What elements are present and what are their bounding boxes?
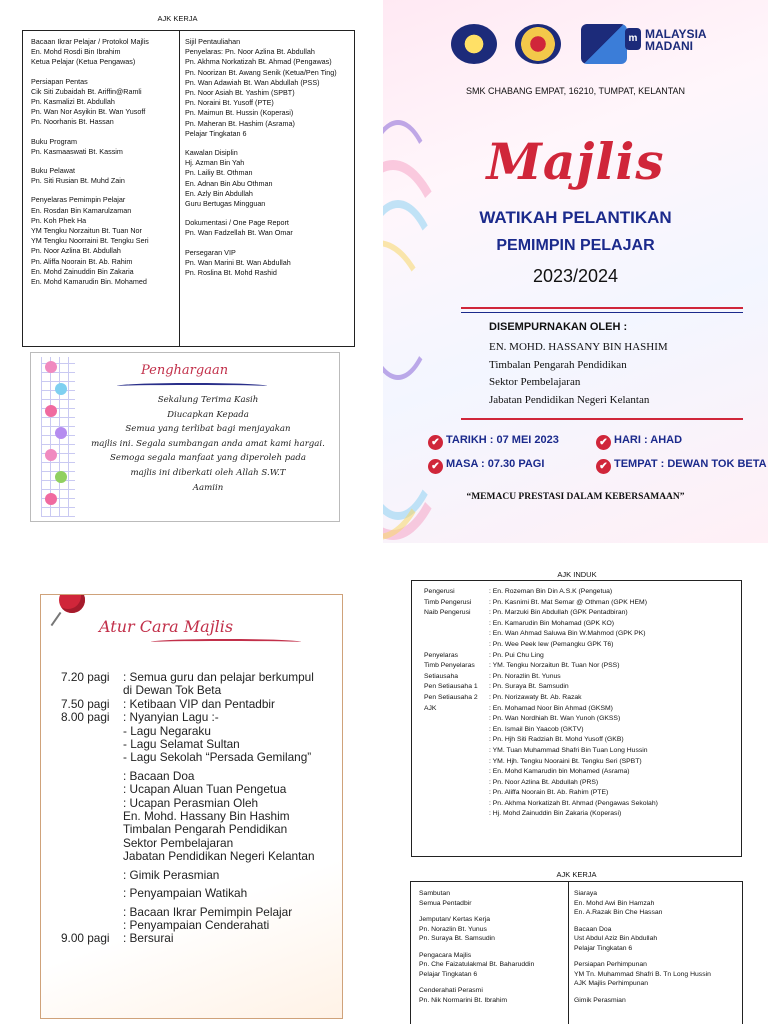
blue-divider [461, 312, 743, 313]
committee-block [419, 986, 565, 1005]
role-cell: Setiausaha [424, 672, 459, 680]
date-info [428, 434, 559, 450]
committee-line: Pn. Nik Normarini Bt. Ibrahim [419, 996, 508, 1004]
role-cell [424, 809, 489, 820]
program-cover [383, 0, 768, 543]
agenda-time [61, 770, 123, 783]
table-row [424, 767, 658, 778]
committee-block [419, 915, 565, 944]
role-cell [424, 725, 489, 736]
table-row [424, 587, 658, 598]
appreciation-line: Aamiin [192, 482, 224, 493]
agenda-item [61, 869, 341, 882]
table-row [424, 640, 658, 651]
appreciation-line: majlis ini. Segala sumbangan anda amat kami hargai. [91, 438, 325, 449]
committee-line: Sijil Pentauliahan [185, 37, 241, 46]
flower-icon [45, 405, 57, 417]
agenda-desc [123, 906, 341, 933]
agenda-line: Jabatan Pendidikan Negeri Kelantan [123, 849, 315, 864]
role-cell: Timb Penyelaras [424, 662, 475, 670]
table-row [424, 608, 658, 619]
name-cell: : En. Rozeman Bin Din A.S.K (Pengetua) [489, 588, 613, 595]
table-row [424, 778, 658, 789]
agenda-time [61, 906, 123, 933]
committee-line: Pn. Roslina Bt. Mohd Rashid [185, 268, 277, 278]
agenda-item [61, 783, 341, 796]
agenda-item [61, 711, 341, 765]
check-icon: ✔ [596, 435, 611, 450]
name-cell: : En. Mohd Kamarudin bin Mohamed (Asrama) [489, 768, 630, 776]
agenda-card [40, 594, 343, 1019]
agenda-desc [123, 770, 341, 783]
school-address: SMK CHABANG EMPAT, 16210, TUMPAT, KELANTAN [465, 86, 686, 96]
agenda-time [61, 797, 123, 864]
committee-line: Pn. Noraini Bt. Yusoff (PTE) [185, 98, 274, 108]
check-icon: ✔ [596, 459, 611, 474]
committee-line: Guru Bertugas Mingguan [185, 199, 266, 209]
agenda-line: : Bacaan Ikrar Pemimpin Pelajar [123, 904, 293, 919]
check-icon: ✔ [428, 459, 443, 474]
agenda-time: 7.20 pagi [61, 670, 110, 684]
committee-line: En. Mohd Rosdi Bin Ibrahim [31, 47, 121, 57]
agenda-desc [123, 869, 341, 882]
agenda-line: : Gimik Perasmian [123, 867, 220, 882]
appreciation-line: Diucapkan Kepada [167, 409, 249, 420]
table-row [424, 735, 658, 746]
agenda-list [61, 671, 341, 946]
role-cell [424, 735, 489, 746]
day-info [596, 434, 682, 450]
table-row [424, 788, 658, 799]
agenda-line: - Lagu Negaraku [123, 723, 211, 738]
pushpin-icon [59, 594, 85, 613]
agenda-desc [123, 932, 341, 945]
committee-block [419, 951, 565, 980]
committee-line: En. Mohd Kamarudin Bin. Mohamed [31, 277, 147, 287]
motto: “MEMACU PRESTASI DALAM KEBERSAMAAN” [466, 492, 685, 502]
role-cell: Pen Setiausaha 1 [424, 683, 478, 691]
role-cell [424, 629, 489, 640]
agenda-line: - Lagu Sekolah “Persada Gemilang” [123, 750, 312, 765]
name-cell: : Pn. Akhma Norkatizah Bt. Ahmad (Pengawas Sekolah) [489, 799, 658, 807]
name-cell: : Pn. Wan Nordhiah Bt. Wan Yunoh (GKSS) [489, 715, 621, 723]
committee-line: Pn. Suraya Bt. Samsudin [419, 935, 495, 942]
committee-line: Ust Abdul Aziz Bin Abdullah [574, 935, 658, 942]
committee-line: Bacaan Doa [574, 925, 612, 933]
committee-line: Pn. Wan Nor Asyikin Bt. Wan Yusoff [31, 107, 146, 117]
session-year: 2023/2024 [532, 266, 619, 286]
time-text: MASA : 07.30 PAGI [446, 458, 545, 470]
committee-line: Dokumentasi / One Page Report [185, 218, 289, 228]
name-cell: : YM. Tengku Norzaitun Bt. Tuan Nor (PSS) [489, 662, 620, 670]
committee-line: Pn. Che Faizatulakmal Bt. Baharuddin [419, 961, 535, 968]
ministry-logo-icon [581, 24, 627, 64]
committee-line: Pn. Noor Asiah Bt. Yashim (SPBT) [185, 88, 295, 98]
committee-line: Pelajar Tingkatan 6 [419, 970, 478, 978]
appreciation-title: Penghargaan [141, 363, 229, 378]
committee-block [574, 889, 742, 918]
committee-line: Buku Program [31, 136, 77, 146]
committee-line: Semua Pentadbir [419, 899, 472, 907]
table-row [424, 661, 658, 672]
red-divider [461, 418, 743, 420]
ajk-kerja-title: AJK KERJA [157, 14, 198, 23]
agenda-time [61, 783, 123, 796]
appreciation-line: majlis ini diberkati oleh Allah S.W.T [130, 467, 286, 478]
committee-line: YM Tn. Muhammad Shafri B. Tn Long Hussin [574, 970, 711, 978]
committee-block [185, 248, 353, 279]
flower-icon [55, 427, 67, 439]
committee-line: Pn. Akhma Norkatizah Bt. Ahmad (Pengawas) [185, 57, 332, 67]
name-cell: : Pn. Kasnimi Bt. Mat Semar @ Othman (GPK HEM) [489, 598, 647, 606]
committee-line: Pn. Siti Rusian Bt. Muhd Zain [31, 176, 125, 186]
table-row [424, 725, 658, 736]
committee-block [31, 137, 177, 157]
madani-bottom-text: MADANI [645, 39, 693, 53]
committee-line: Pengacara Majlis [419, 951, 472, 959]
agenda-time [61, 887, 123, 900]
role-cell: Timb Pengerusi [424, 598, 472, 606]
committee-line: Pn. Aliffa Noorain Bt. Ab. Rahim [31, 256, 133, 266]
agenda-time: 7.50 pagi [61, 696, 110, 711]
agenda-item [61, 671, 341, 698]
agenda-line: : Penyampaian Cenderahati [123, 917, 270, 932]
name-cell: : En. Wan Ahmad Saluwa Bin W.Mahmod (GPK PK) [489, 630, 646, 638]
agenda-line: Sektor Pembelajaran [123, 835, 234, 850]
committee-line: Pn. Wan Adawiah Bt. Wan Abdullah (PSS) [185, 77, 320, 87]
school-crest-icon [451, 24, 497, 64]
appreciation-card [30, 352, 340, 522]
ajk-induk-table [411, 580, 742, 857]
name-cell: : Pn. Wee Peek Iew (Pemangku GPK T6) [489, 640, 614, 648]
state-emblem-icon [515, 24, 561, 64]
name-cell: : Hj. Mohd Zainuddin Bin Zakaria (Koperasi) [489, 810, 622, 818]
committee-line: En. Rosdan Bin Kamarulzaman [31, 205, 132, 215]
agenda-desc [123, 698, 341, 711]
agenda-desc [123, 671, 341, 698]
committee-block [185, 37, 353, 139]
committee-line: YM Tengku Noorraini Bt. Tengku Seri [31, 236, 149, 246]
ajk-kerja-bottom-left-column [419, 889, 565, 1012]
committee-block [31, 37, 177, 68]
committee-line: Pn. Maheran Bt. Hashim (Asrama) [185, 118, 295, 128]
agenda-item [61, 770, 341, 783]
appreciation-text [83, 393, 333, 495]
agenda-time: 8.00 pagi [61, 710, 110, 725]
committee-line: Pn. Noor Azlina Bt. Abdullah [31, 246, 121, 256]
committee-line: Pn. Maimun Bt. Hussin (Koperasi) [185, 108, 294, 118]
flower-icon [45, 361, 57, 373]
role-cell [424, 778, 489, 789]
agenda-time [61, 869, 123, 882]
table-row [424, 757, 658, 768]
pemimpin-heading: PEMIMPIN PELAJAR [496, 237, 655, 254]
committee-line: Hj. Azman Bin Yah [185, 158, 245, 168]
title-underline-swoosh [151, 639, 301, 645]
committee-line: Pelajar Tingkatan 6 [185, 128, 247, 138]
agenda-item [61, 797, 341, 864]
agenda-desc [123, 797, 341, 864]
venue-text: TEMPAT : DEWAN TOK BETA [614, 458, 767, 470]
role-cell: Naib Pengerusi [424, 609, 471, 617]
committee-line: Siaraya [574, 890, 598, 897]
role-cell [424, 767, 489, 778]
agenda-line: En. Mohd. Hassany Bin Hashim [123, 809, 290, 824]
committee-block [31, 166, 177, 186]
name-cell: : Pn. Marzuki Bin Abdullah (GPK Pentadbiran) [489, 609, 628, 617]
committee-line: En. Adnan Bin Abu Othman [185, 178, 273, 188]
agenda-line: - Lagu Selamat Sultan [123, 737, 240, 752]
committee-line: Penyelaras Pemimpin Pelajar [31, 195, 126, 205]
venue-info [596, 458, 767, 474]
table-row [424, 629, 658, 640]
agenda-desc [123, 783, 341, 796]
committee-line: Persiapan Perhimpunan [574, 961, 647, 968]
committee-line: Bacaan Ikrar Pelajar / Protokol Majlis [31, 37, 149, 46]
ajk-kerja-right-column [185, 37, 353, 287]
committee-line: Pn. Lailiy Bt. Othman [185, 168, 253, 178]
column-divider [179, 31, 180, 346]
role-cell [424, 746, 489, 757]
committee-block [574, 960, 742, 989]
officer-line: Jabatan Pendidikan Negeri Kelantan [489, 393, 650, 406]
table-row [424, 809, 658, 820]
committee-line: AJK Majlis Perhimpunan [574, 980, 649, 987]
table-row [424, 651, 658, 662]
role-cell [424, 714, 489, 725]
malaysia-madani-logo [628, 27, 707, 53]
ajk-kerja-bottom-right-column [574, 889, 742, 1012]
ajk-kerja-table [22, 30, 355, 347]
committee-block [185, 148, 353, 209]
officer-line: Sektor Pembelajaran [489, 376, 581, 388]
committee-line: Pn. Wan Marini Bt. Wan Abdullah [185, 257, 291, 267]
table-row [424, 746, 658, 757]
name-cell: : Pn. Pui Chu Ling [489, 651, 544, 659]
name-cell: : YM. Tuan Muhammad Shafri Bin Tuan Long Hussin [489, 746, 648, 754]
agenda-item [61, 887, 341, 900]
agenda-line: : Ucapan Aluan Tuan Pengetua [123, 782, 287, 797]
committee-line: En. Azly Bin Abdullah [185, 188, 253, 198]
check-icon: ✔ [428, 435, 443, 450]
red-divider [461, 307, 743, 309]
appreciation-line: Sekalung Terima Kasih [157, 395, 259, 405]
role-cell: AJK [424, 704, 437, 712]
table-row [424, 704, 658, 715]
name-cell: : En. Kamarudin Bin Mohamad (GPK KO) [489, 619, 615, 627]
agenda-item [61, 932, 341, 945]
name-cell: : YM. Hjh. Tengku Nooraini Bt. Tengku Seri (SPBT) [489, 757, 642, 765]
flower-icon [55, 383, 67, 395]
time-info [428, 458, 544, 474]
ajk-kerja-bottom-table [410, 881, 743, 1024]
table-row [424, 693, 658, 704]
name-cell: : Pn. Aliffa Noorain Bt. Ab. Rahim (PTE) [489, 789, 609, 797]
committee-line: Kawalan Disiplin [185, 148, 238, 158]
committee-block [574, 996, 742, 1006]
officiating-officer [489, 339, 668, 409]
committee-line: Pn. Norazlin Bt. Yunus [419, 925, 487, 933]
committee-line: Persiapan Pentas [31, 76, 88, 86]
flower-icon [55, 471, 67, 483]
role-cell: Pengerusi [424, 588, 455, 595]
committee-line: Pn. Noorizan Bt. Awang Senik (Ketua/Pen Ting) [185, 67, 337, 77]
agenda-line: : Ucapan Perasmian Oleh [123, 795, 259, 810]
agenda-line: Timbalan Pengarah Pendidikan [123, 822, 288, 837]
watikah-heading: WATIKAH PELANTIKAN [479, 208, 672, 227]
committee-line: Pn. Koh Phek Ha [31, 215, 87, 225]
role-cell [424, 619, 489, 630]
ajk-induk-title: AJK INDUK [557, 570, 597, 579]
committee-line: Gimik Perasmian [574, 996, 626, 1004]
ajk-kerja-bottom-title: AJK KERJA [556, 870, 597, 879]
officer-line: EN. MOHD. HASSANY BIN HASHIM [489, 341, 668, 353]
agenda-line: : Bacaan Doa [123, 768, 195, 783]
role-cell [424, 788, 489, 799]
grid-doodle-decoration [41, 357, 75, 517]
committee-block [574, 925, 742, 954]
role-cell: Pen Setiausaha 2 [424, 693, 478, 701]
column-divider [568, 882, 569, 1024]
agenda-line: : Penyampaian Watikah [123, 886, 248, 901]
agenda-line: : Ketibaan VIP dan Pentadbir [123, 696, 275, 711]
name-cell: : Pn. Suraya Bt. Samsudin [489, 683, 569, 691]
committee-block [31, 195, 177, 287]
table-row [424, 672, 658, 683]
agenda-line: di Dewan Tok Beta [123, 683, 222, 698]
name-cell: : Pn. Hjh Siti Radziah Bt. Mohd Yusoff (GKB) [489, 736, 624, 744]
role-cell [424, 757, 489, 768]
agenda-line: : Semua guru dan pelajar berkumpul [123, 670, 314, 684]
agenda-line: : Bersurai [123, 931, 174, 946]
table-row [424, 714, 658, 725]
officiated-by-label: DISEMPURNAKAN OLEH : [489, 321, 628, 333]
madani-icon: m [625, 28, 641, 50]
agenda-line: : Nyanyian Lagu :- [123, 710, 219, 725]
committee-line: Pn. Kasmalizi Bt. Abdullah [31, 97, 115, 107]
committee-line: En. Mohd Zainuddin Bin Zakaria [31, 266, 134, 276]
agenda-item [61, 698, 341, 711]
committee-line: YM Tengku Norzaitun Bt. Tuan Nor [31, 226, 142, 236]
day-text: HARI : AHAD [614, 434, 683, 446]
table-row [424, 682, 658, 693]
name-cell: : Pn. Norizawaty Bt. Ab. Razak [489, 693, 582, 701]
flower-icon [45, 493, 57, 505]
name-cell: : Pn. Noor Azlina Bt. Abdullah (PRS) [489, 778, 599, 786]
committee-line: En. A.Razak Bin Che Hassan [574, 909, 663, 916]
agenda-item [61, 906, 341, 933]
committee-block [419, 889, 565, 908]
flower-icon [45, 449, 57, 461]
agenda-desc [123, 711, 341, 765]
table-row [424, 598, 658, 609]
ajk-kerja-left-column [31, 37, 177, 296]
committee-line: Jemputan/ Kertas Kerja [419, 916, 491, 923]
committee-block [31, 77, 177, 128]
ajk-induk-rows [424, 587, 658, 820]
officer-line: Timbalan Pengarah Pendidikan [489, 358, 627, 371]
agenda-title: Atur Cara Majlis [99, 617, 234, 636]
committee-line: Cenderahati Perasmi [419, 987, 483, 994]
name-cell: : Pn. Norazlin Bt. Yunus [489, 672, 561, 680]
committee-line: Persegaran VIP [185, 247, 236, 257]
table-row [424, 799, 658, 810]
majlis-heading: Majlis [486, 132, 665, 191]
name-cell: : En. Ismail Bin Yaacob (GKTV) [489, 725, 584, 733]
role-cell [424, 799, 489, 810]
title-underline-swoosh [117, 383, 267, 389]
name-cell: : En. Mohamad Noor Bin Ahmad (GKSM) [489, 704, 613, 712]
committee-line: Ketua Pelajar (Ketua Pengawas) [31, 57, 136, 67]
committee-line: Pelajar Tingkatan 6 [574, 944, 633, 952]
committee-line: Pn. Kasmaaswati Bt. Kassim [31, 146, 123, 156]
table-row [424, 619, 658, 630]
committee-line: Cik Siti Zubaidah Bt. Ariffin@Ramli [31, 86, 142, 96]
date-text: TARIKH : 07 MEI 2023 [446, 434, 559, 446]
committee-line: Buku Pelawat [31, 166, 75, 176]
role-cell [424, 640, 489, 651]
role-cell: Penyelaras [424, 651, 459, 659]
madani-top-text: MALAYSIA [645, 27, 707, 41]
agenda-desc [123, 887, 341, 900]
committee-line: Sambutan [419, 890, 450, 897]
committee-line: Pn. Noorhanis Bt. Hassan [31, 117, 114, 127]
committee-block [185, 218, 353, 238]
pushpin-needle [51, 612, 62, 626]
appreciation-line: Semua yang terlibat bagi menjayakan [125, 424, 291, 435]
appreciation-line: Semoga segala manfaat yang diperoleh pada [109, 453, 306, 464]
agenda-time: 9.00 pagi [61, 931, 110, 946]
committee-line: Penyelaras: Pn. Noor Azlina Bt. Abdullah [185, 47, 315, 57]
committee-line: En. Mohd Awi Bin Hamzah [574, 899, 655, 907]
committee-line: Pn. Wan Fadzellah Bt. Wan Omar [185, 228, 293, 238]
